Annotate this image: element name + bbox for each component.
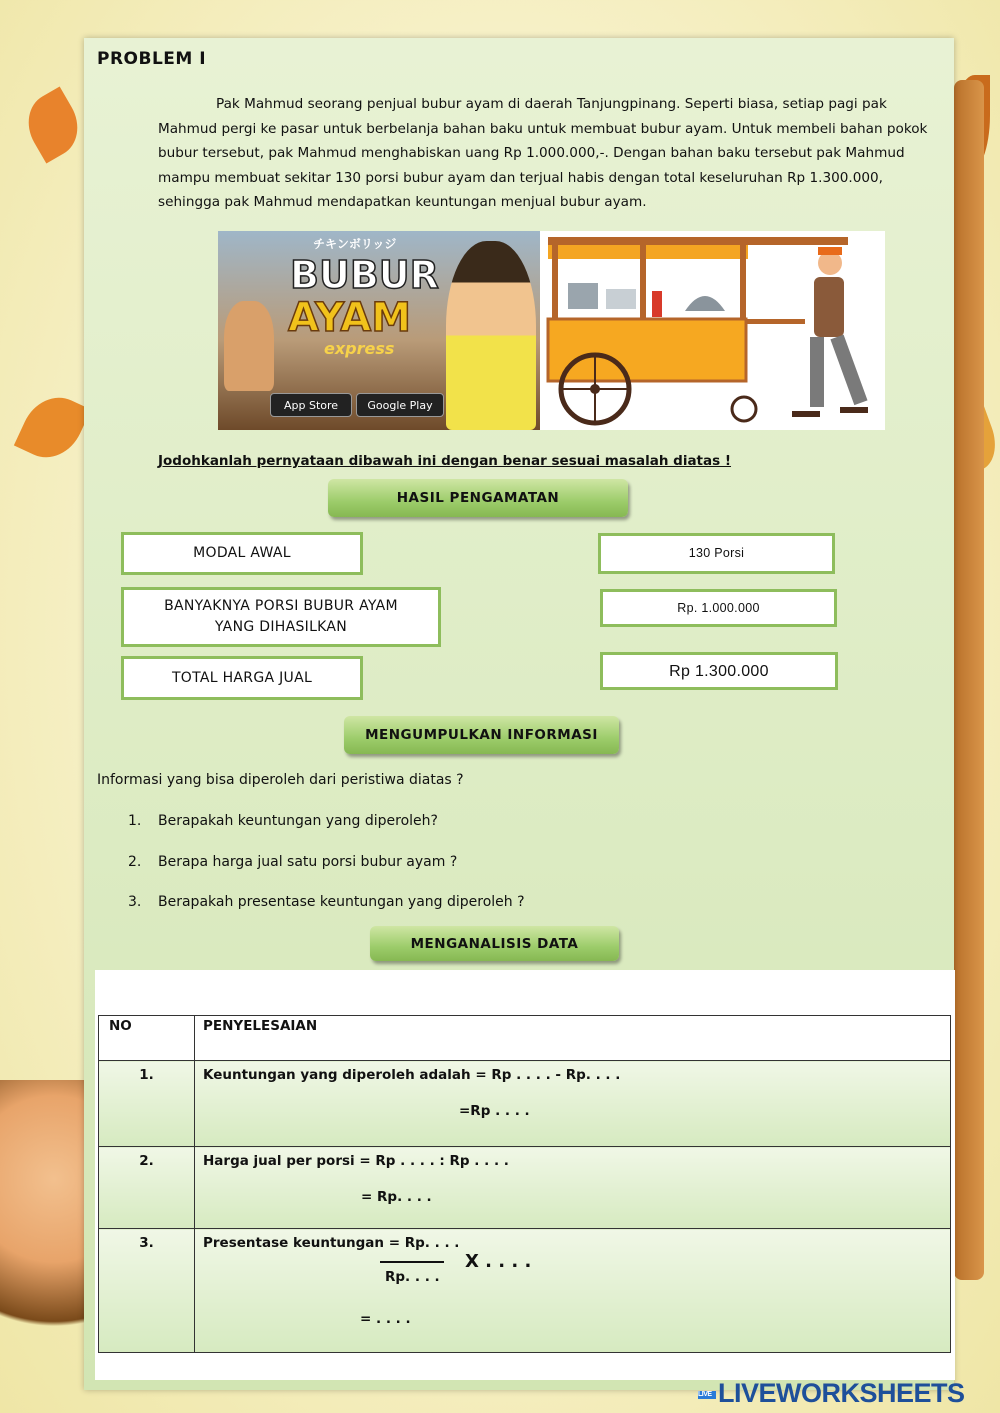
row-number: 3. bbox=[99, 1229, 195, 1353]
question-number: 1. bbox=[128, 813, 142, 829]
banner-express-text: express bbox=[324, 339, 395, 358]
woman-figure bbox=[224, 301, 274, 391]
info-intro-text: Informasi yang bisa diperoleh dari peristiwa diatas ? bbox=[97, 772, 464, 788]
question-2 bbox=[128, 854, 457, 870]
match-right-1300000[interactable] bbox=[600, 652, 838, 690]
live-badge: LIVE bbox=[698, 1391, 716, 1399]
app-store-badge bbox=[270, 393, 352, 417]
fraction-bar bbox=[380, 1261, 444, 1263]
match-left-total-harga[interactable] bbox=[121, 656, 363, 700]
section-menganalisis-data-label: MENGANALISIS DATA bbox=[410, 935, 579, 952]
solution-cell[interactable] bbox=[195, 1229, 951, 1353]
cartoon-boy-decoration bbox=[0, 1080, 90, 1410]
table-header-no: NO bbox=[99, 1016, 195, 1061]
question-text: Berapakah keuntungan yang diperoleh? bbox=[158, 813, 438, 829]
solution-cell[interactable] bbox=[195, 1147, 951, 1229]
question-number: 3. bbox=[128, 894, 142, 910]
food-cart-image bbox=[540, 231, 885, 430]
section-hasil-pengamatan bbox=[328, 479, 628, 517]
match-left-modal-awal[interactable] bbox=[121, 532, 363, 575]
match-left-label: BANYAKNYA PORSI BUBUR AYAM YANG DIHASILKAN bbox=[164, 598, 398, 635]
match-left-label: TOTAL HARGA JUAL bbox=[171, 669, 313, 686]
table-header-penyelesaian: PENYELESAIAN bbox=[195, 1016, 951, 1061]
match-right-130-porsi[interactable] bbox=[598, 533, 835, 574]
section-mengumpulkan-informasi bbox=[344, 716, 619, 754]
solution-line: Keuntungan yang diperoleh adalah = Rp . . . . - Rp. . . . bbox=[203, 1067, 621, 1083]
instruction-text: Jodohkanlah pernyataan dibawah ini dengan benar sesuai masalah diatas ! bbox=[158, 453, 732, 469]
section-hasil-pengamatan-label: HASIL PENGAMATAN bbox=[396, 490, 560, 506]
analysis-table bbox=[98, 1015, 951, 1353]
liveworksheets-text: LIVEWORKSHEETS bbox=[718, 1378, 965, 1408]
question-3 bbox=[128, 894, 525, 910]
page-title: PROBLEM I bbox=[97, 49, 207, 69]
banner-ayam-text: AYAM bbox=[288, 295, 412, 341]
row-number: 2. bbox=[99, 1147, 195, 1229]
row-number: 1. bbox=[99, 1061, 195, 1147]
leaf-decoration bbox=[14, 386, 91, 468]
question-number: 2. bbox=[128, 854, 142, 870]
app-store-label: App Store bbox=[283, 398, 339, 412]
question-text: Berapa harga jual satu porsi bubur ayam ? bbox=[158, 854, 458, 870]
match-left-banyak-porsi[interactable] bbox=[121, 587, 441, 647]
multiply-term: X . . . . bbox=[465, 1251, 532, 1272]
section-mengumpulkan-informasi-label: MENGUMPULKAN INFORMASI bbox=[365, 727, 598, 743]
google-play-badge bbox=[356, 393, 444, 417]
match-right-label: Rp. 1.000.000 bbox=[677, 600, 760, 615]
tree-trunk-decoration bbox=[954, 80, 984, 1280]
fraction-denominator: Rp. . . . bbox=[385, 1269, 440, 1285]
match-right-label: Rp 1.300.000 bbox=[669, 662, 769, 680]
leaf-decoration bbox=[16, 87, 89, 164]
question-1 bbox=[128, 813, 438, 829]
match-left-label: MODAL AWAL bbox=[193, 545, 291, 561]
liveworksheets-logo bbox=[698, 1378, 965, 1409]
question-text: Berapakah presentase keuntungan yang diperoleh ? bbox=[158, 894, 525, 910]
solution-line: Presentase keuntungan = Rp. . . . bbox=[203, 1235, 460, 1251]
problem-text: Pak Mahmud seorang penjual bubur ayam di daerah Tanjungpinang. Seperti biasa, setiap pagi pak Mahmud pergi ke pasar untuk berbelanja bahan baku untuk membuat bubur ayam. Untuk membeli bahan pokok bubur tersebut, pak Mahmud menghabiskan uang Rp 1.000.000,-. Dengan bahan baku tersebut pak Mahmud mampu membuat sekitar 130 porsi bubur ayam dan terjual habis dengan total keseluruhan Rp 1.300.000, sehingga pak Mahmud mendapatkan keuntungan menjual bubur ayam. bbox=[158, 96, 928, 210]
match-right-label: 130 Porsi bbox=[688, 546, 745, 560]
food-cart-illustration bbox=[540, 231, 885, 430]
table-row bbox=[99, 1229, 951, 1353]
solution-cell[interactable] bbox=[195, 1061, 951, 1147]
banner-bubur-text: BUBUR bbox=[290, 253, 439, 297]
problem-paragraph bbox=[158, 92, 933, 215]
google-play-label: Google Play bbox=[367, 398, 433, 412]
table-row bbox=[99, 1147, 951, 1229]
bubur-ayam-banner-image bbox=[218, 231, 540, 430]
solution-result: = . . . . bbox=[360, 1311, 411, 1327]
solution-result: = Rp. . . . bbox=[361, 1189, 432, 1205]
solution-result: =Rp . . . . bbox=[459, 1103, 530, 1119]
table-row bbox=[99, 1061, 951, 1147]
solution-line: Harga jual per porsi = Rp . . . . : Rp . . . . bbox=[203, 1153, 509, 1169]
section-menganalisis-data bbox=[370, 926, 619, 961]
banner-japanese-text: チキンボリッジ bbox=[313, 237, 397, 251]
match-right-1000000[interactable] bbox=[600, 589, 837, 627]
boy-figure bbox=[446, 241, 536, 430]
